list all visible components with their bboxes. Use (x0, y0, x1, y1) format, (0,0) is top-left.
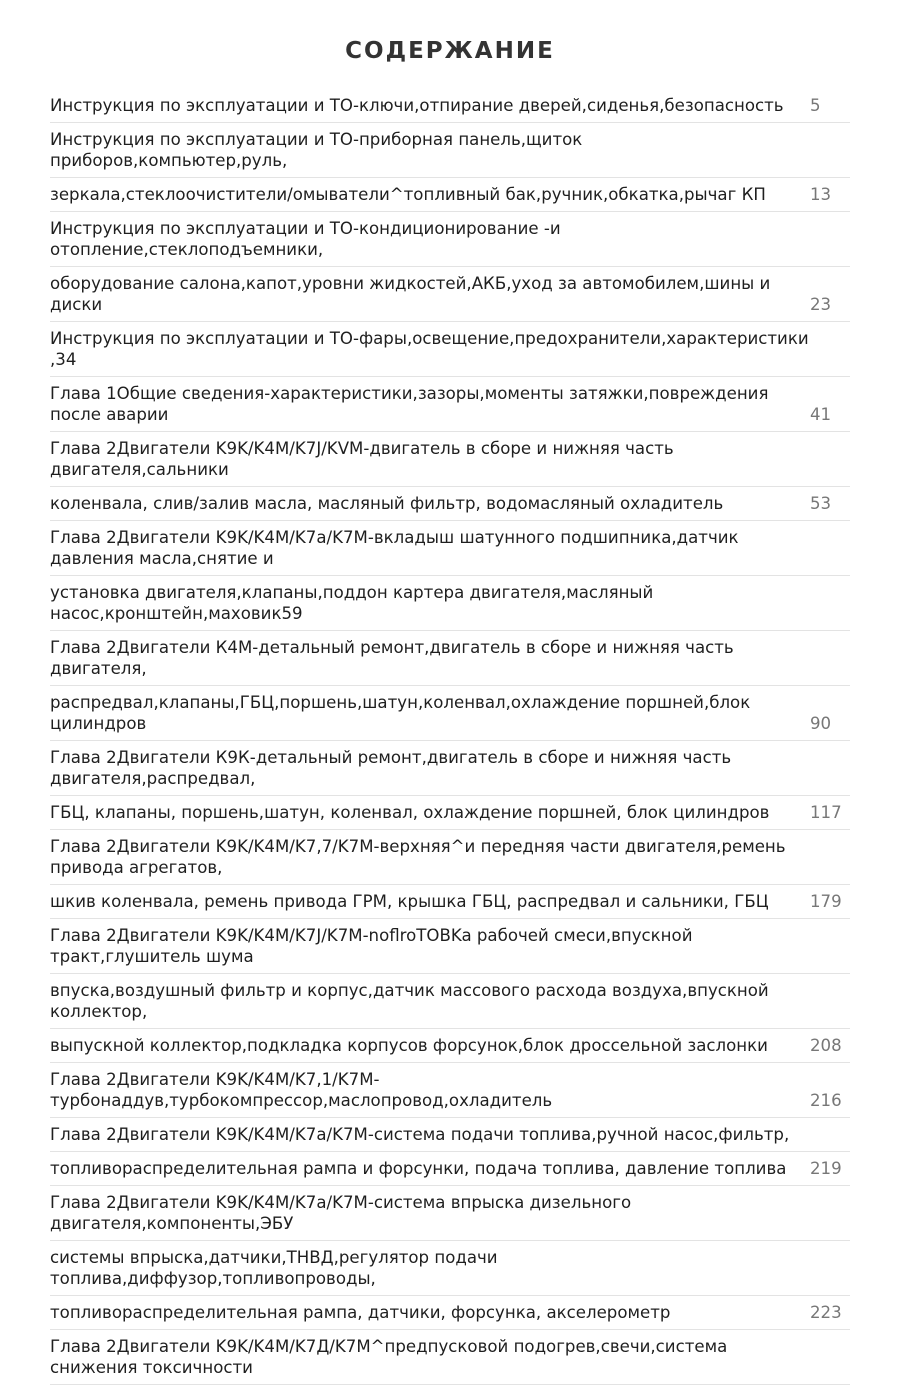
toc-entry[interactable] (50, 178, 850, 212)
table-of-contents (50, 89, 850, 1385)
toc-entry-page-number: 179 (810, 892, 842, 911)
toc-entry-title: шкив коленвала, ремень привода ГРМ, крышка ГБЦ, распредвал и сальники, ГБЦ (50, 892, 769, 911)
toc-entry-title: оборудование салона,капот,уровни жидкостей,АКБ,уход за автомобилем,шины и диски (50, 274, 771, 314)
toc-entry[interactable] (50, 885, 850, 919)
toc-entry-page-number: 117 (810, 803, 842, 822)
toc-entry-title: распредвал,клапаны,ГБЦ,поршень,шатун,коленвал,охлаждение поршней,блок цилиндров (50, 693, 751, 733)
toc-entry-title: Инструкция по эксплуатации и ТО-приборная панель,щиток приборов,компьютер,руль, (50, 130, 583, 170)
toc-entry-title: Глава 2Двигатели K9K/K4M/K7a/K7M-система впрыска дизельного двигателя,компоненты,ЭБУ (50, 1193, 632, 1233)
toc-entry-title: установка двигателя,клапаны,поддон картера двигателя,масляный насос,кронштейн,маховик59 (50, 583, 654, 623)
toc-entry-title: коленвала, слив/залив масла, масляный фильтр, водомасляный охладитель (50, 494, 724, 513)
toc-entry-title: Глава 2Двигатели K9K/K4M/K7J/KVM-двигатель в сборе и нижняя часть двигателя,сальники (50, 439, 674, 479)
toc-entry[interactable] (50, 1241, 850, 1296)
toc-entry-title: Глава 1Общие сведения-характеристики,зазоры,моменты затяжки,повреждения после аварии (50, 384, 769, 424)
toc-entry[interactable] (50, 89, 850, 123)
toc-entry-title: топливораспределительная рампа и форсунки, подача топлива, давление топлива (50, 1159, 787, 1178)
toc-entry-page-number: 208 (810, 1036, 842, 1055)
toc-entry-title: Глава 2Двигатели K9K/K4M/K7a/K7M-вкладыш шатунного подшипника,датчик давления масла,снятие и (50, 528, 739, 568)
toc-entry[interactable] (50, 377, 850, 432)
toc-entry-title: Инструкция по эксплуатации и ТО-фары,освещение,предохранители,характеристики ,34 (50, 329, 809, 369)
toc-entry[interactable] (50, 1118, 850, 1152)
toc-entry-title: Глава 2Двигатели K9K/K4M/K7,7/K7M-верхняя^и передняя части двигателя,ремень привода агрегатов, (50, 837, 786, 877)
toc-entry-title: Глава 2Двигатели К9К-детальный ремонт,двигатель в сборе и нижняя часть двигателя,распредвал, (50, 748, 732, 788)
toc-entry[interactable] (50, 919, 850, 974)
toc-entry[interactable] (50, 432, 850, 487)
toc-entry-title: Глава 2Двигатели K9K/K4M/K7,1/K7M-турбонаддув,турбокомпрессор,маслопровод,охладитель (50, 1070, 553, 1110)
toc-entry-page-number: 53 (810, 494, 832, 513)
toc-entry-title: впуска,воздушный фильтр и корпус,датчик массового расхода воздуха,впускной коллектор, (50, 981, 769, 1021)
page-title: СОДЕРЖАНИЕ (345, 38, 555, 64)
toc-entry[interactable] (50, 487, 850, 521)
toc-entry-title: Инструкция по эксплуатации и ТО-кондиционирование -и отопление,стеклоподъемники, (50, 219, 561, 259)
toc-entry-title: системы впрыска,датчики,ТНВД,регулятор подачи топлива,диффузор,топливопроводы, (50, 1248, 498, 1288)
toc-entry-title: Глава 2Двигатели K9K/K4M/K7Д/K7M^предпусковой подогрев,свечи,система снижения токсичности (50, 1337, 728, 1377)
toc-entry-page-number: 219 (810, 1159, 842, 1178)
toc-entry[interactable] (50, 1152, 850, 1186)
toc-entry[interactable] (50, 796, 850, 830)
toc-entry[interactable] (50, 830, 850, 885)
toc-entry[interactable] (50, 1296, 850, 1330)
toc-entry-page-number: 13 (810, 185, 832, 204)
toc-entry-page-number: 5 (810, 96, 821, 115)
toc-entry[interactable] (50, 1186, 850, 1241)
toc-entry-page-number: 223 (810, 1303, 842, 1322)
toc-entry[interactable] (50, 1029, 850, 1063)
toc-entry[interactable] (50, 123, 850, 178)
toc-entry[interactable] (50, 631, 850, 686)
toc-entry[interactable] (50, 1063, 850, 1118)
toc-entry[interactable] (50, 741, 850, 796)
toc-entry-page-number: 90 (810, 714, 832, 733)
toc-entry-title: топливораспределительная рампа, датчики, форсунка, акселерометр (50, 1303, 671, 1322)
toc-entry-title: Глава 2Двигатели K9K/K4M/K7J/K7M-noflroTOBKa рабочей смеси,впускной тракт,глушитель шума (50, 926, 693, 966)
toc-entry-title: Инструкция по эксплуатации и ТО-ключи,отпирание дверей,сиденья,безопасность (50, 96, 784, 115)
toc-entry-title: выпускной коллектор,подкладка корпусов форсунок,блок дроссельной заслонки (50, 1036, 768, 1055)
toc-entry-page-number: 23 (810, 295, 832, 314)
toc-entry[interactable] (50, 686, 850, 741)
toc-entry[interactable] (50, 212, 850, 267)
toc-entry-title: Глава 2Двигатели К4М-детальный ремонт,двигатель в сборе и нижняя часть двигателя, (50, 638, 734, 678)
toc-entry-title: Глава 2Двигатели K9K/K4M/K7a/K7M-система подачи топлива,ручной насос,фильтр, (50, 1125, 790, 1144)
toc-entry[interactable] (50, 1330, 850, 1385)
toc-entry[interactable] (50, 576, 850, 631)
toc-entry-title: ГБЦ, клапаны, поршень,шатун, коленвал, охлаждение поршней, блок цилиндров (50, 803, 770, 822)
toc-entry[interactable] (50, 322, 850, 377)
toc-entry[interactable] (50, 974, 850, 1029)
toc-entry[interactable] (50, 521, 850, 576)
toc-entry-title: зеркала,стеклоочистители/омыватели^топливный бак,ручник,обкатка,рычаг КП (50, 185, 766, 204)
toc-entry[interactable] (50, 267, 850, 322)
toc-entry-page-number: 41 (810, 405, 832, 424)
toc-entry-page-number: 216 (810, 1091, 842, 1110)
